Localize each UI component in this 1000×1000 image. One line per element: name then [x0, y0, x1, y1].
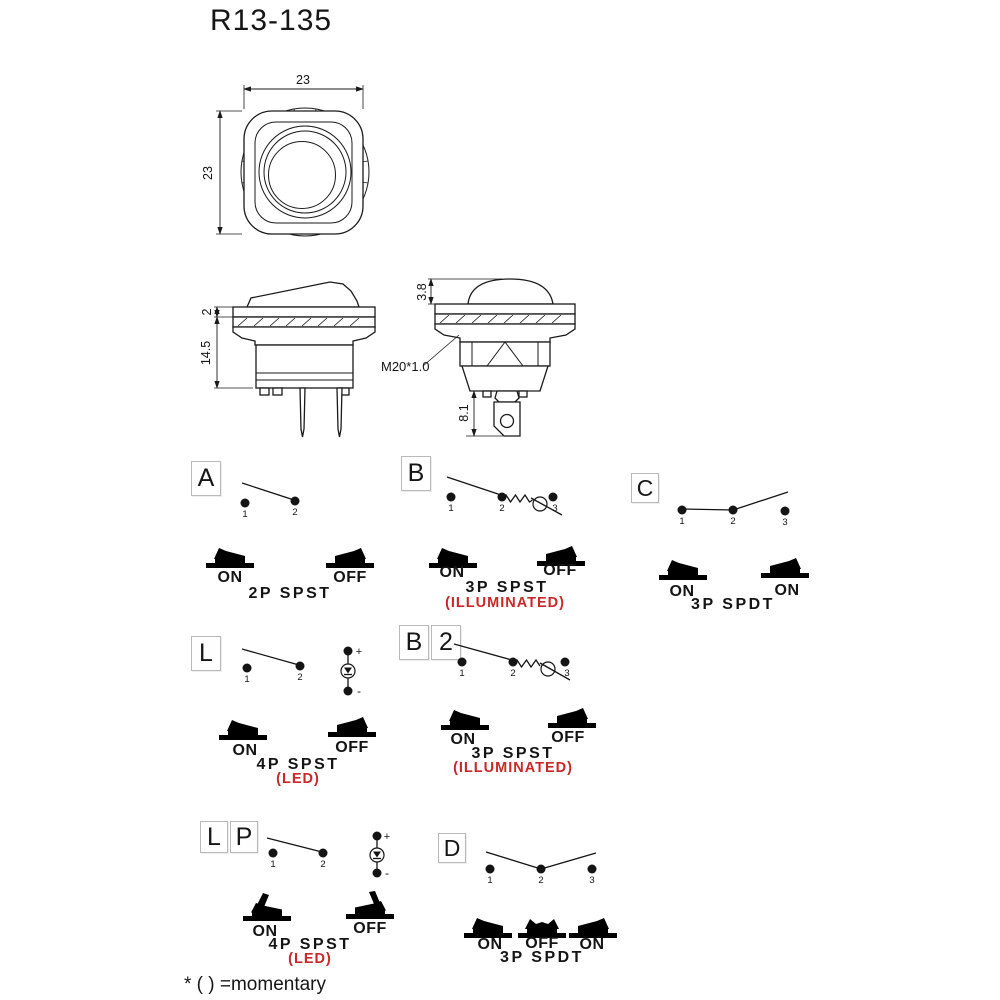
dim-top-width: 23 — [296, 73, 310, 87]
svg-text:1: 1 — [487, 875, 493, 886]
svg-text:2: 2 — [292, 507, 298, 518]
led-label: (LED) — [288, 951, 332, 967]
rocker-on-momentary-icon — [242, 892, 292, 926]
svg-text:1: 1 — [448, 503, 454, 514]
variant-code-box: 2 — [431, 625, 461, 660]
rocker-off-momentary-icon — [345, 890, 395, 924]
section-a — [185, 455, 400, 605]
led-icon — [370, 831, 390, 880]
svg-text:2: 2 — [297, 672, 303, 683]
variant-code-box: L — [200, 821, 228, 853]
schematic-c — [655, 487, 825, 529]
position-label: OFF — [353, 920, 387, 937]
variant-code-box: L — [191, 636, 221, 671]
section-lp — [195, 815, 425, 975]
led-icon — [341, 646, 362, 698]
position-label: OFF — [333, 569, 367, 586]
variant-code-box: D — [438, 833, 466, 863]
schematic-lp — [245, 831, 405, 889]
switch-type-label: 3P SPDT — [500, 949, 584, 966]
thread-spec: M20*1.0 — [381, 359, 430, 374]
rocker-on-icon — [760, 553, 810, 583]
svg-text:3: 3 — [552, 503, 558, 514]
schematic-b2 — [440, 636, 625, 688]
variant-code-box: B — [401, 456, 431, 491]
switch-type-label: 3P SPDT — [691, 596, 775, 613]
position-label: ON — [579, 936, 605, 953]
position-label: OFF — [525, 935, 559, 952]
side-view — [199, 282, 375, 437]
position-label: ON — [669, 583, 695, 600]
position-label: OFF — [335, 739, 369, 756]
schematic-d — [470, 842, 645, 890]
svg-text:2: 2 — [538, 875, 544, 886]
position-label: ON — [217, 569, 243, 586]
variant-code-box: A — [191, 461, 221, 496]
dim-bezel-thickness: 2 — [200, 308, 214, 316]
svg-text:-: - — [385, 866, 389, 880]
svg-text:2: 2 — [499, 503, 505, 514]
dim-actuator-height: 3.8 — [415, 283, 429, 301]
svg-text:3: 3 — [564, 668, 570, 679]
page-title: R13-135 — [210, 4, 333, 37]
position-label: OFF — [543, 562, 577, 579]
svg-text:1: 1 — [270, 859, 276, 870]
section-l — [185, 630, 400, 795]
svg-text:1: 1 — [242, 509, 248, 520]
section-c — [625, 465, 840, 613]
position-label: ON — [439, 564, 465, 581]
position-label: ON — [774, 582, 800, 599]
svg-text:2: 2 — [730, 516, 736, 527]
svg-text:2: 2 — [510, 668, 516, 679]
position-label: ON — [232, 742, 258, 759]
svg-text:-: - — [357, 684, 361, 698]
rocker-on-icon — [658, 555, 708, 585]
top-view — [201, 73, 369, 236]
svg-text:+: + — [383, 831, 391, 843]
svg-text:2: 2 — [320, 859, 326, 870]
dim-terminal-length: 8.1 — [457, 404, 471, 422]
svg-text:1: 1 — [459, 668, 465, 679]
switch-type-label: 4P SPST — [256, 756, 340, 773]
rocker-off-icon — [327, 712, 377, 742]
dim-top-height: 23 — [201, 166, 215, 180]
momentary-footnote: * ( ) =momentary — [184, 974, 327, 995]
dim-body-height: 14.5 — [199, 340, 213, 366]
front-view — [381, 279, 575, 436]
svg-text:3: 3 — [589, 875, 595, 886]
position-label: OFF — [551, 729, 585, 746]
rocker-on-icon — [218, 715, 268, 745]
position-label: ON — [252, 923, 278, 940]
svg-text:+: + — [355, 646, 363, 658]
position-label: ON — [477, 936, 503, 953]
switch-type-label: 4P SPST — [268, 936, 352, 953]
illuminated-label: (ILLUMINATED) — [453, 760, 573, 776]
dimension-drawing — [170, 55, 620, 450]
switch-type-label: 2P SPST — [248, 585, 332, 602]
schematic-a — [225, 475, 375, 520]
section-b2 — [395, 620, 620, 785]
svg-text:3: 3 — [782, 517, 788, 528]
variant-code-box: P — [230, 821, 258, 853]
schematic-b — [435, 468, 620, 520]
led-label: (LED) — [276, 771, 320, 787]
schematic-l — [225, 644, 390, 706]
variant-code-box: B — [399, 625, 429, 660]
section-d — [430, 825, 660, 975]
switch-type-label: 3P SPST — [471, 745, 555, 762]
switch-type-label: 3P SPST — [465, 579, 549, 596]
position-label: ON — [450, 731, 476, 748]
svg-text:1: 1 — [679, 516, 685, 527]
section-b — [395, 450, 620, 610]
illuminated-label: (ILLUMINATED) — [445, 595, 565, 611]
svg-text:1: 1 — [244, 674, 250, 685]
variant-code-box: C — [631, 473, 659, 503]
